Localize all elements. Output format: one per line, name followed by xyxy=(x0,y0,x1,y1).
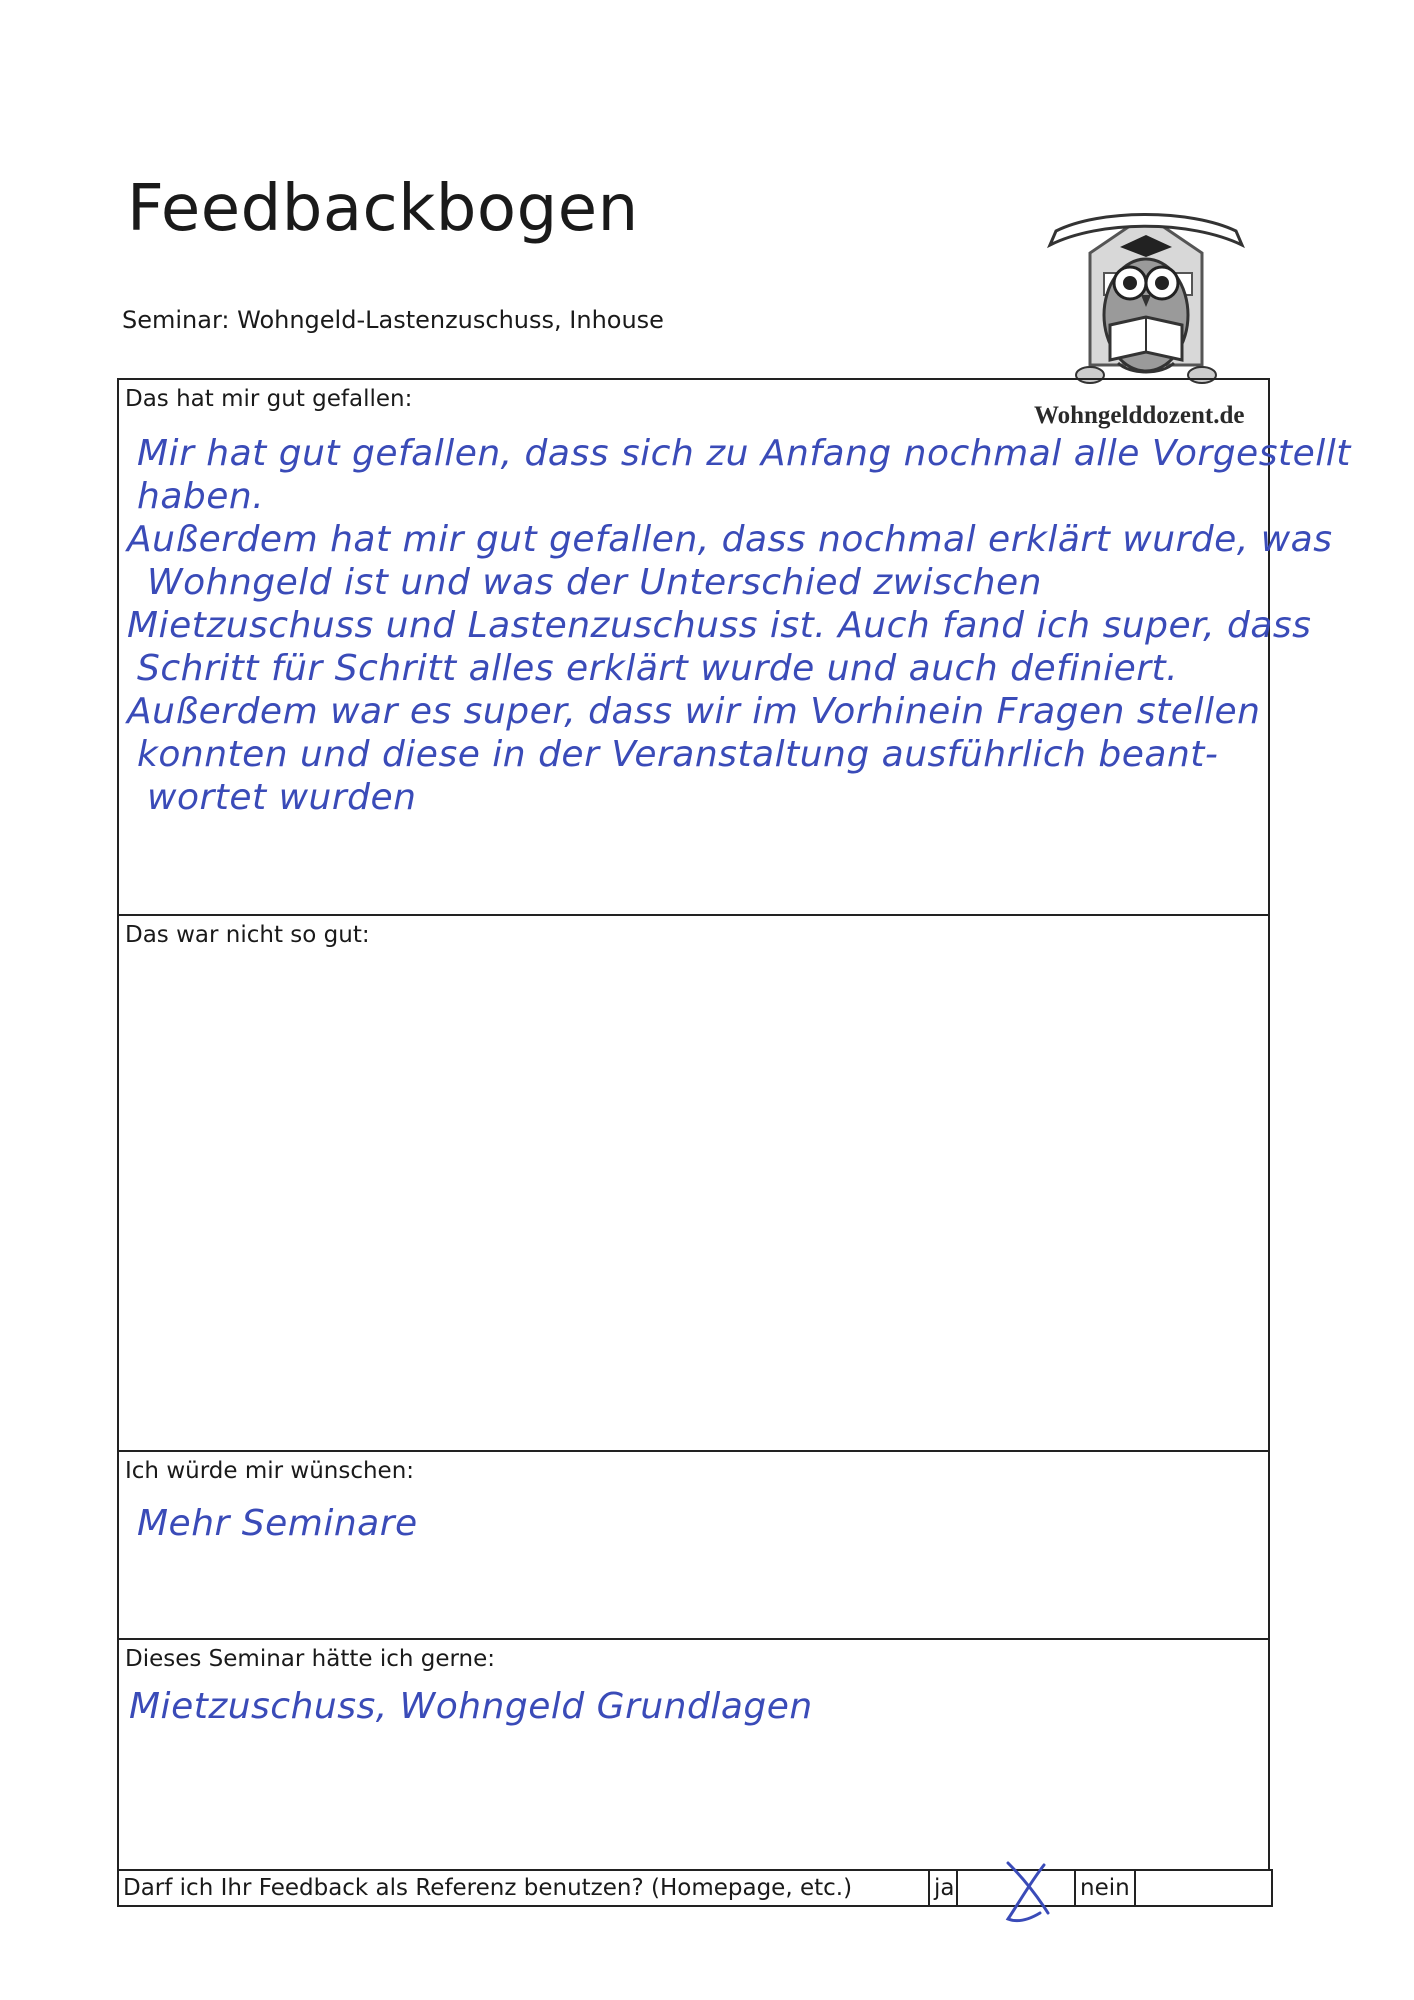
reference-row xyxy=(117,1869,1273,1907)
handwritten-line: Mehr Seminare xyxy=(137,1503,418,1544)
section-not-good xyxy=(117,914,1270,1452)
handwritten-line: Wohngeld ist und was der Unterschied zwischen xyxy=(147,562,1042,603)
handwritten-line: Mietzuschuss und Lastenzuschuss ist. Auch fand ich super, dass xyxy=(127,605,1312,646)
handwritten-line: wortet wurden xyxy=(147,777,417,818)
no-label: nein xyxy=(1074,1869,1136,1907)
handwritten-line: Schritt für Schritt alles erklärt wurde und auch definiert. xyxy=(137,648,1179,689)
handwritten-line: Außerdem war es super, dass wir im Vorhinein Fragen stellen xyxy=(127,691,1261,732)
section-liked xyxy=(117,378,1351,916)
check-mark-icon xyxy=(1000,1857,1060,1932)
section-label: Ich würde mir wünschen: xyxy=(125,1458,415,1484)
handwritten-line: Außerdem hat mir gut gefallen, dass nochmal erklärt wurde, was xyxy=(127,519,1333,560)
handwritten-line: haben. xyxy=(137,476,265,517)
page-title: Feedbackbogen xyxy=(127,172,639,246)
brand-text: Wohngelddozent.de xyxy=(1034,402,1245,429)
section-label: Das war nicht so gut: xyxy=(125,922,370,948)
handwritten-line: Mir hat gut gefallen, dass sich zu Anfang nochmal alle Vorgestellt xyxy=(137,433,1351,474)
handwritten-answer xyxy=(137,1502,418,1545)
section-wishes xyxy=(117,1450,1270,1640)
handwritten-line: konnten und diese in der Veranstaltung ausführlich beant- xyxy=(137,734,1219,775)
handwritten-answer xyxy=(127,432,1351,819)
seminar-line: Seminar: Wohngeld-Lastenzuschuss, Inhouse xyxy=(122,306,664,334)
no-checkbox[interactable] xyxy=(1134,1869,1273,1907)
handwritten-line: Mietzuschuss, Wohngeld Grundlagen xyxy=(129,1686,813,1727)
reference-question: Darf ich Ihr Feedback als Referenz benutzen? (Homepage, etc.) xyxy=(117,1869,930,1907)
section-label: Das hat mir gut gefallen: xyxy=(125,386,413,412)
yes-label: ja xyxy=(928,1869,958,1907)
section-desired-seminar xyxy=(117,1638,1270,1871)
handwritten-answer xyxy=(129,1685,813,1728)
section-label: Dieses Seminar hätte ich gerne: xyxy=(125,1646,496,1672)
